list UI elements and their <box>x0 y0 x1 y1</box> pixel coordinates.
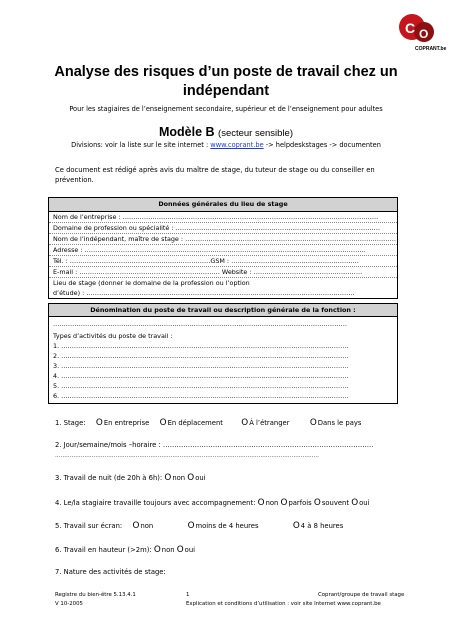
radio-icon[interactable]: O <box>95 418 103 428</box>
radio-icon[interactable]: O <box>176 545 184 555</box>
option-dans-le-pays: Dans le pays <box>317 419 362 427</box>
option-en-deplacement: En déplacement <box>167 419 223 427</box>
activity-item-5[interactable]: 5. ……………………………………………………………………………………………………………………… <box>53 382 349 390</box>
field-internship-place-label: Lieu de stage (donner le domaine de la profession ou l’option <box>53 279 250 287</box>
field-internship-place[interactable]: d’étude) : ……………………………………………………………………………………………………………… <box>53 289 355 297</box>
radio-icon[interactable]: O <box>132 521 140 531</box>
radio-icon[interactable]: O <box>313 498 321 508</box>
radio-icon[interactable]: O <box>187 473 195 483</box>
radio-icon[interactable]: O <box>280 498 288 508</box>
function-box <box>48 303 398 404</box>
coprant-link[interactable]: www.coprant.be <box>210 141 264 149</box>
activity-item-6[interactable]: 6. ……………………………………………………………………………………………………………………… <box>53 392 349 400</box>
field-address[interactable]: Adresse : …………………………………………………………………………………………………………………… <box>49 245 397 256</box>
field-self-employed-name[interactable]: Nom de l’indépendant, maître de stage : ……………………………………………………………………………………… <box>49 234 397 245</box>
activity-item-2[interactable]: 2. ……………………………………………………………………………………………………………………… <box>53 352 349 360</box>
footer-version: V 10-2005 <box>55 601 83 607</box>
field-email-website[interactable]: E-mail : ………………………………………………………… Website : …………………………………………… <box>49 267 397 278</box>
svg-text:C: C <box>405 20 416 36</box>
question-2-line[interactable]: ……………………………………………………………………………………………………………………………… <box>55 453 319 459</box>
activity-item-4[interactable]: 4. ……………………………………………………………………………………………………………………… <box>53 372 349 380</box>
coprant-logo <box>395 10 447 52</box>
activity-item-1[interactable]: 1. ……………………………………………………………………………………………………………………… <box>53 342 349 350</box>
question-5: 5. Travail sur écran: Onon Omoins de 4 heures O4 à 8 heures <box>55 521 344 531</box>
footer-workgroup: Coprant/groupe de travail stage <box>318 592 405 598</box>
question-4: 4. Le/la stagiaire travaille toujours avec accompagnement: Onon Oparfois Osouvent Ooui <box>55 498 370 508</box>
divisions-line: Divisions: voir la liste sur le site internet : www.coprant.be -> helpdeskstages -> documenten <box>71 141 381 149</box>
page-subtitle: Pour les stagiaires de l’enseignement secondaire, supérieur et de l’enseignement pour adultes <box>69 105 383 113</box>
svg-text:O: O <box>419 27 429 41</box>
svg-text:COPRANT.be: COPRANT.be <box>415 46 447 52</box>
radio-icon[interactable]: O <box>159 418 167 428</box>
radio-icon[interactable]: O <box>241 418 249 428</box>
radio-icon[interactable]: O <box>187 521 195 531</box>
footer-page-number: 1 <box>186 592 190 598</box>
field-phone-gsm[interactable]: Tél. : …………………………………………………………GSM : …………………………………………………… <box>49 256 397 267</box>
radio-icon[interactable]: O <box>292 521 300 531</box>
function-header: Dénomination du poste de travail ou description générale de la fonction : <box>49 304 397 317</box>
model-heading: Modèle B (secteur sensible) <box>158 125 294 139</box>
footer-usage-note: Explication et conditions d’utilisation : voir site Internet www.coprant.be <box>186 601 381 607</box>
activity-item-3[interactable]: 3. ……………………………………………………………………………………………………………………… <box>53 362 349 370</box>
radio-icon[interactable]: O <box>351 498 359 508</box>
field-profession-domain[interactable]: Domaine de profession ou spécialité : …………………………………………………………………………………… <box>49 223 397 234</box>
radio-icon[interactable]: O <box>309 418 317 428</box>
general-data-box <box>48 197 398 299</box>
radio-icon[interactable]: O <box>257 498 265 508</box>
radio-icon[interactable]: O <box>153 545 161 555</box>
question-6: 6. Travail en hauteur (>2m): Onon Ooui <box>55 545 196 555</box>
activity-types-label: Types d’activités du poste de travail : <box>53 332 173 340</box>
question-2[interactable]: 2. Jour/semaine/mois –horaire : ………………………………………………………………………………… <box>55 441 374 449</box>
footer-registry: Registre du bien-être 5.13.4.1 <box>55 592 136 598</box>
question-7: 7. Nature des activités de stage: <box>55 568 166 576</box>
intro-text: Ce document est rédigé après avis du maître de stage, du tuteur de stage ou du conseiller en prévention. <box>55 166 375 184</box>
field-company-name[interactable]: Nom de l’entreprise : ………………………………………………………………………………………………………… <box>49 212 397 223</box>
option-a-l-etranger: À l’étranger <box>249 419 290 427</box>
radio-icon[interactable]: O <box>164 473 172 483</box>
question-1: 1. Stage: OEn entreprise OEn déplacement OÀ l’étranger ODans le pays <box>55 418 362 428</box>
question-3: 3. Travail de nuit (de 20h à 6h): Onon Ooui <box>55 473 206 483</box>
function-blank-line[interactable]: ………………………………………………………………………………………………………………………… <box>53 320 347 328</box>
page-title: Analyse des risques d’un poste de travail chez un indépendant <box>54 64 398 99</box>
general-data-header: Données générales du lieu de stage <box>49 198 397 212</box>
option-en-entreprise: En entreprise <box>103 419 150 427</box>
